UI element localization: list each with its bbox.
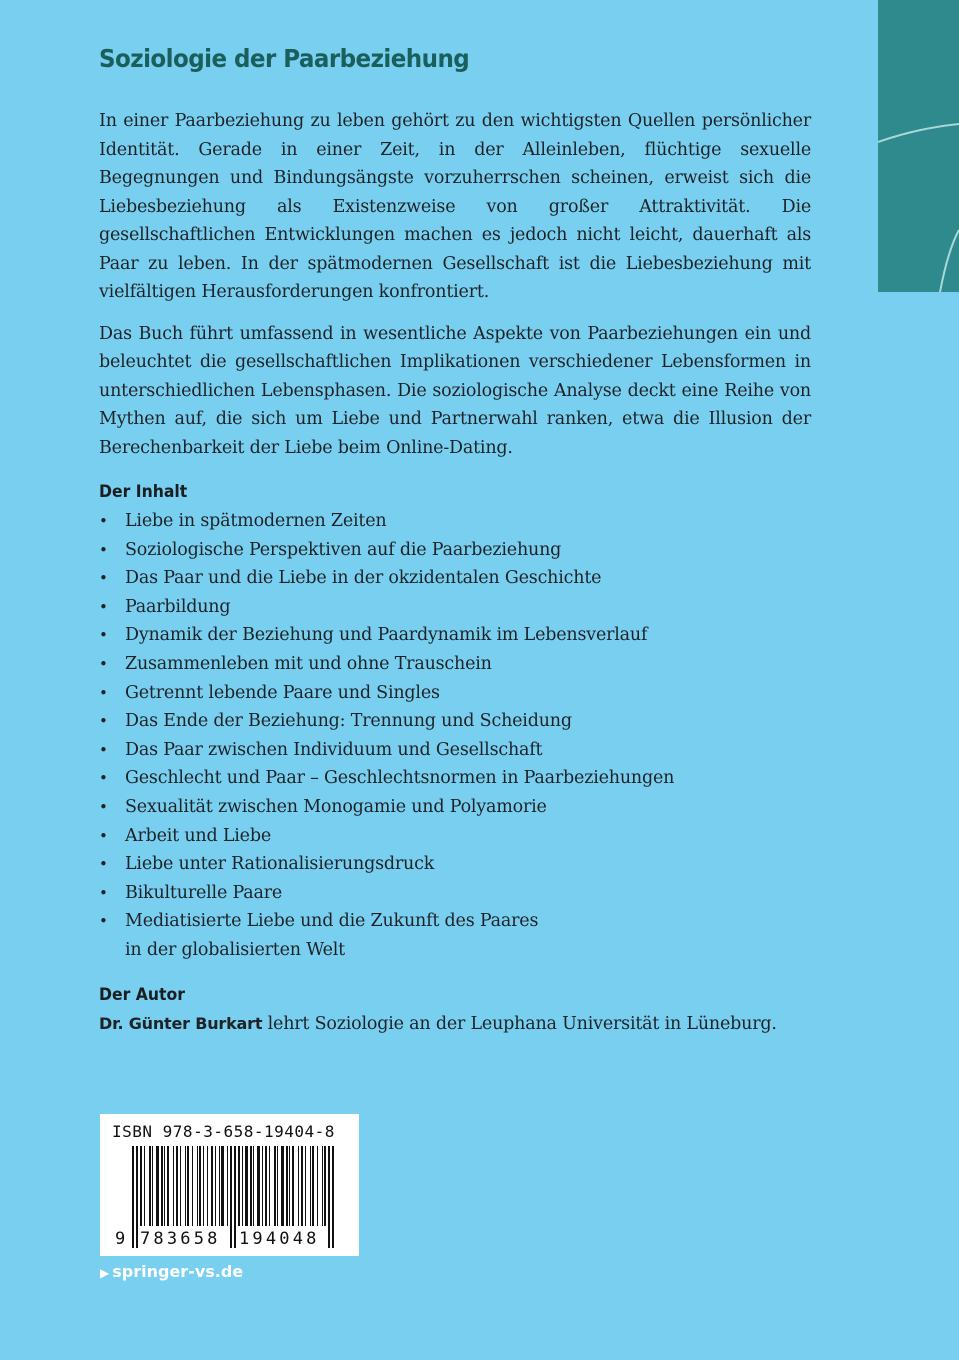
- barcode-bar: [312, 1146, 314, 1226]
- barcode-bar: [152, 1146, 153, 1226]
- list-item: [99, 850, 811, 879]
- list-item-label: Zusammenleben mit und ohne Trauschein: [125, 653, 492, 674]
- list-item: [99, 564, 811, 593]
- barcode-bar: [292, 1146, 294, 1226]
- barcode-bar: [253, 1146, 254, 1226]
- list-item: [99, 822, 811, 851]
- list-item-label: Dynamik der Beziehung und Paardynamik im Lebensverlauf: [125, 625, 648, 646]
- list-item-label: Bikulturelle Paare: [125, 882, 283, 903]
- barcode-bar: [265, 1146, 267, 1226]
- bullet-icon: •: [99, 797, 108, 816]
- back-cover-text: [99, 44, 811, 1038]
- barcode-bar: [180, 1146, 181, 1226]
- bullet-icon: •: [99, 626, 108, 645]
- barcode-bar: [197, 1146, 198, 1226]
- barcode-bar: [156, 1146, 159, 1226]
- publisher-url: springer-vs.de: [112, 1262, 244, 1281]
- list-item-label: Das Paar und die Liebe in der okzidentalen Geschichte: [125, 568, 602, 589]
- barcode-bar: [269, 1146, 270, 1226]
- barcode-bar: [274, 1146, 276, 1226]
- barcode-bar: [167, 1146, 169, 1226]
- author-heading: Der Autor: [99, 984, 185, 1005]
- bullet-icon: •: [99, 712, 108, 731]
- list-item: [99, 707, 811, 736]
- list-item-label: Das Paar zwischen Individuum und Gesellschaft: [125, 739, 543, 760]
- list-item: [99, 650, 811, 679]
- list-item: [99, 879, 811, 908]
- author-name: Dr. Günter Burkart: [99, 1013, 263, 1033]
- list-item: [99, 793, 811, 822]
- list-item: [99, 764, 811, 793]
- list-item-label: Liebe unter Rationalisierungsdruck: [125, 854, 435, 875]
- barcode-guard-bar: [332, 1146, 334, 1248]
- barcode-bar: [211, 1146, 213, 1226]
- barcode-digits-right: 194048: [239, 1229, 320, 1249]
- publisher-link[interactable]: [100, 1262, 243, 1281]
- barcode-bar: [185, 1146, 186, 1226]
- bullet-icon: •: [99, 912, 108, 931]
- bullet-icon: •: [99, 740, 108, 759]
- barcode-bar: [317, 1146, 318, 1226]
- list-item-label: Sexualität zwischen Monogamie und Polyamorie: [125, 796, 547, 817]
- barcode-bar: [187, 1146, 189, 1226]
- barcode-bar: [221, 1146, 224, 1226]
- isbn-barcode: [100, 1114, 359, 1256]
- barcode-bar: [281, 1146, 284, 1226]
- barcode-bar: [199, 1146, 201, 1226]
- list-item: [99, 907, 811, 936]
- barcode-bar: [262, 1146, 263, 1226]
- barcode-bar: [310, 1146, 311, 1226]
- barcode-bar: [305, 1146, 306, 1226]
- barcode-bar: [161, 1146, 163, 1226]
- author-description: lehrt Soziologie an der Leuphana Universität in Lüneburg.: [262, 1013, 777, 1034]
- description-paragraph-2: Das Buch führt umfassend in wesentliche Aspekte von Paarbeziehungen ein und beleuchtet die gesellschaftlichen Implikationen verschiedener Lebensformen in unterschiedlichen Lebensphasen. Die soziologische Analyse deckt eine Reihe von Mythen auf, die sich um Liebe und Partnerwahl ranken, etwa die Illusion der Berechenbarkeit der Liebe beim Online-Dating.: [99, 323, 811, 458]
- barcode-bar: [324, 1146, 326, 1226]
- barcode-bar: [219, 1146, 220, 1226]
- description-paragraph-1: In einer Paarbeziehung zu leben gehört zu den wichtigsten Quellen persönlicher Identität. Gerade in einer Zeit, in der Alleinleben, flüchtige sexuelle Begegnungen und Bindungsängste vorzuherrschen scheinen, erweist sich die Liebesbeziehung als Existenzweise von großer Attraktivität. Die gesellschaftlichen Entwicklungen machen es jedoch nicht leicht, dauerhaft als Paar zu leben. In der spätmodernen Gesellschaft ist die Liebesbeziehung mit vielfältigen Herausforderungen konfrontiert.: [99, 111, 811, 302]
- bullet-icon: •: [99, 855, 108, 874]
- barcode-bar: [144, 1146, 145, 1226]
- corner-curve-graphic: [878, 0, 959, 292]
- list-item-label: in der globalisierten Welt: [125, 939, 345, 960]
- barcode-lead-digit: 9: [115, 1229, 126, 1249]
- bullet-icon: •: [99, 883, 108, 902]
- barcode-bar: [289, 1146, 290, 1226]
- contents-list: [99, 507, 811, 965]
- barcode-bar: [192, 1146, 193, 1226]
- barcode-bar: [140, 1146, 142, 1226]
- list-item-label: Liebe in spätmodernen Zeiten: [125, 511, 387, 531]
- barcode-bar: [277, 1146, 278, 1226]
- barcode-bar: [322, 1146, 323, 1226]
- barcode-bars: [100, 1114, 359, 1256]
- list-item: [99, 536, 811, 565]
- bullet-icon: •: [99, 512, 108, 530]
- barcode-bar: [207, 1146, 208, 1226]
- list-item-continuation: [99, 936, 811, 965]
- barcode-bar: [257, 1146, 260, 1226]
- list-item-label: Paarbildung: [125, 596, 231, 617]
- bullet-icon: •: [99, 654, 108, 673]
- barcode-bar: [298, 1146, 299, 1226]
- barcode-bar: [215, 1146, 216, 1226]
- barcode-bar: [238, 1146, 240, 1226]
- barcode-guard-bar: [132, 1146, 134, 1248]
- barcode-bar: [242, 1146, 243, 1226]
- list-item-label: Arbeit und Liebe: [125, 825, 271, 846]
- barcode-bar: [164, 1146, 165, 1226]
- list-item-label: Getrennt lebende Paare und Singles: [125, 682, 440, 703]
- barcode-bar: [301, 1146, 303, 1226]
- barcode-digits-left: 783658: [140, 1229, 221, 1249]
- barcode-bar: [149, 1146, 151, 1226]
- arrow-right-icon: ▶: [100, 1266, 110, 1280]
- list-item: [99, 621, 811, 650]
- bullet-icon: •: [99, 597, 108, 616]
- list-item: [99, 593, 811, 622]
- list-item: [99, 679, 811, 708]
- barcode-guard-bar: [328, 1146, 330, 1248]
- bullet-icon: •: [99, 683, 108, 702]
- list-item: [99, 736, 811, 765]
- list-item-label: Das Ende der Beziehung: Trennung und Scheidung: [125, 711, 572, 732]
- list-item: [99, 507, 811, 536]
- bullet-icon: •: [99, 826, 108, 845]
- barcode-guard-bar: [234, 1146, 236, 1248]
- book-title: Soziologie der Paarbeziehung: [99, 44, 470, 73]
- barcode-bar: [227, 1146, 228, 1226]
- author-bio: [99, 1010, 811, 1038]
- isbn-label: ISBN 978-3-658-19404-8: [112, 1122, 335, 1141]
- bullet-icon: •: [99, 540, 108, 559]
- cover-corner-accent: [878, 0, 959, 292]
- bullet-icon: •: [99, 769, 108, 788]
- list-item-label: Soziologische Perspektiven auf die Paarbeziehung: [125, 539, 562, 560]
- barcode-bar: [203, 1146, 204, 1226]
- barcode-guard-bar: [230, 1146, 232, 1248]
- barcode-bar: [250, 1146, 252, 1226]
- contents-heading: Der Inhalt: [99, 482, 188, 502]
- bullet-icon: •: [99, 569, 108, 588]
- barcode-bar: [286, 1146, 288, 1226]
- barcode-bar: [176, 1146, 178, 1226]
- barcode-guard-bar: [136, 1146, 138, 1248]
- list-item-label: Geschlecht und Paar – Geschlechtsnormen in Paarbeziehungen: [125, 768, 675, 789]
- barcode-bar: [245, 1146, 248, 1226]
- list-item-label: Mediatisierte Liebe und die Zukunft des Paares: [125, 911, 539, 932]
- barcode-bar: [173, 1146, 174, 1226]
